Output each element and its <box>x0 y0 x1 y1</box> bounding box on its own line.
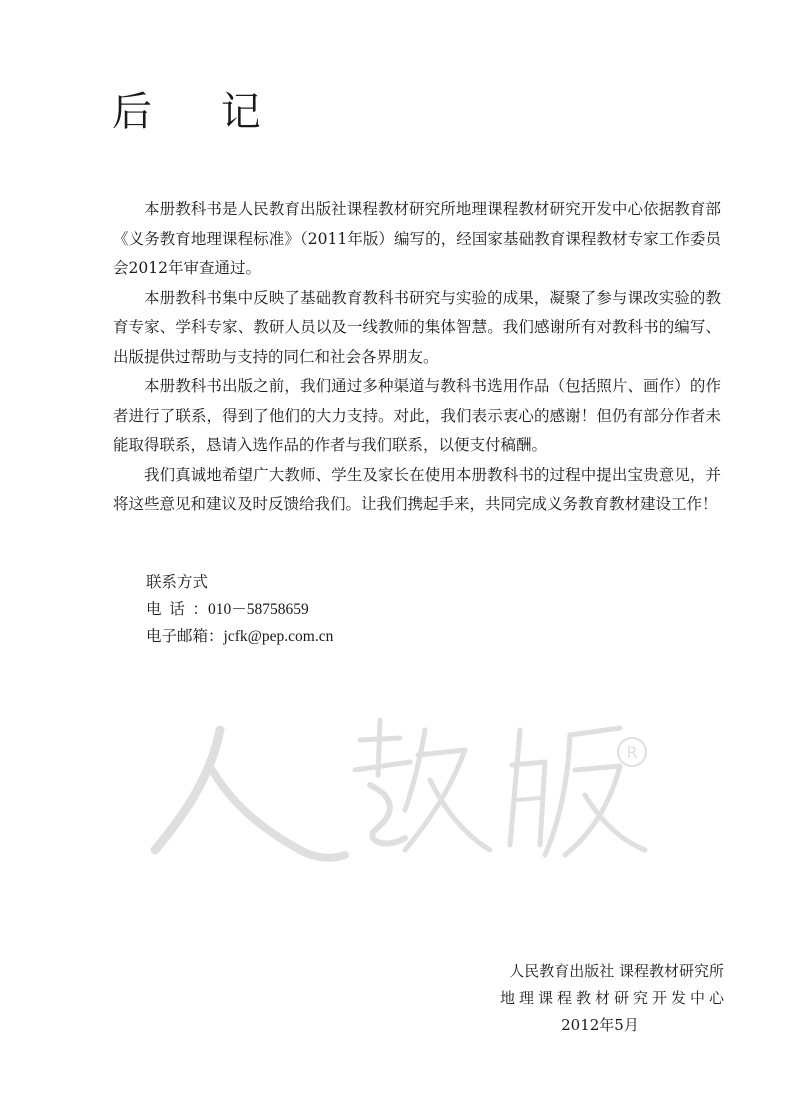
email-row <box>146 623 333 650</box>
contact-info <box>146 569 333 650</box>
paragraph-4: 我们真诚地希望广大教师、学生及家长在使用本册教科书的过程中提出宝贵意见，并将这些意见和建议及时反馈给我们。让我们携起手来，共同完成义务教育教材建设工作！ <box>113 465 721 513</box>
publisher-logo-watermark <box>150 700 670 870</box>
afterword-body <box>113 195 721 520</box>
signoff-org-line2: 地理课程教材研究开发中心 <box>499 989 728 1007</box>
paragraph-2: 本册教科书集中反映了基础教育教科书研究与实验的成果，凝聚了参与课改实验的教育专家、学科专家、教研人员以及一线教师的集体智慧。我们感谢所有对教科书的编写、出版提供过帮助与支持的同仁和社会各界朋友。 <box>113 288 721 366</box>
phone-label: 电话： <box>146 600 208 618</box>
email-label: 电子邮箱： <box>146 627 224 645</box>
signoff-org-line1: 人民教育出版社 课程教材研究所 <box>509 962 724 980</box>
email-address[interactable]: jcfk@pep.com.cn <box>223 628 334 645</box>
phone-row <box>146 596 333 623</box>
paragraph-3: 本册教科书出版之前，我们通过多种渠道与教科书选用作品（包括照片、画作）的作者进行了联系，得到了他们的大力支持。对此，我们表示衷心的感谢！但仍有部分作者未能取得联系，恳请入选作品的作者与我们联系，以便支付稿酬。 <box>113 377 721 454</box>
phone-number: 010－58758659 <box>208 601 309 618</box>
paragraph-1: 本册教科书是人民教育出版社课程教材研究所地理课程教材研究开发中心依据教育部《义务教育地理课程标准》（2011年版）编写的，经国家基础教育课程教材专家工作委员会2012年审查通过。 <box>113 200 721 277</box>
signoff-date: 2012年5月 <box>561 1016 639 1034</box>
registered-mark-letter: R <box>626 743 638 762</box>
contact-heading: 联系方式 <box>146 573 209 591</box>
page-title: 后 记 <box>112 89 289 135</box>
signoff <box>499 958 728 1039</box>
